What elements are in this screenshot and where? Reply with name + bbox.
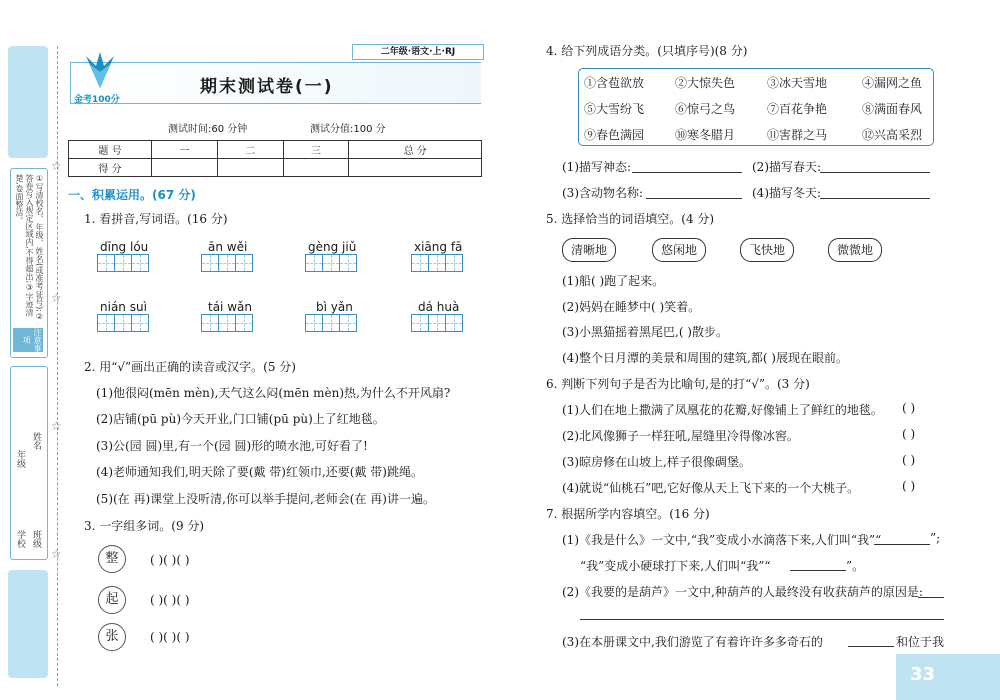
grid-cell[interactable] xyxy=(322,254,340,272)
test-score: 测试分值:100 分 xyxy=(310,124,386,135)
answer-line[interactable] xyxy=(874,544,930,545)
grid-cell[interactable] xyxy=(411,254,429,272)
question-2: 2. 用“√”画出正确的读音或汉字。(5 分) xyxy=(84,360,296,374)
star-icon: ☆ xyxy=(51,419,62,433)
char-flower: 起 xyxy=(98,586,126,614)
grade-tag: 二年级·语文·上·RJ xyxy=(352,44,484,60)
answer-line[interactable] xyxy=(580,619,944,620)
score-cell[interactable] xyxy=(349,159,482,177)
question-7: 7. 根据所学内容填空。(16 分) xyxy=(546,507,710,521)
q7-item: “我”变成小硬球打下来,人们叫“我”“ xyxy=(580,559,771,573)
writing-grid[interactable] xyxy=(201,254,252,272)
score-header: 二 xyxy=(217,141,283,159)
q7-item: (3)在本册课文中,我们游览了有着许许多多奇石的 xyxy=(562,635,823,649)
section-heading: 一、积累运用。(67 分) xyxy=(68,188,196,202)
q4-item: (2)描写春天: xyxy=(752,160,822,174)
grid-cell[interactable] xyxy=(114,314,132,332)
idiom-item: ⑪害群之马 xyxy=(767,128,828,142)
pinyin-label: dīng lóu xyxy=(100,240,149,254)
judge-bracket[interactable]: ( ) xyxy=(902,427,916,441)
score-header: 三 xyxy=(283,141,349,159)
q5-item: (2)妈妈在睡梦中( )笑着。 xyxy=(562,300,701,314)
word-choice[interactable]: 微微地 xyxy=(828,238,882,262)
question-3: 3. 一字组多词。(9 分) xyxy=(84,519,205,533)
word-choice[interactable]: 飞快地 xyxy=(740,238,794,262)
idiom-item: ⑧满面春风 xyxy=(862,102,923,116)
grid-cell[interactable] xyxy=(339,254,357,272)
pinyin-label: nián suì xyxy=(100,300,147,314)
page-title: 期末测试卷(一) xyxy=(200,77,334,97)
answer-line[interactable] xyxy=(848,646,894,647)
score-cell[interactable] xyxy=(283,159,349,177)
question-1: 1. 看拼音,写词语。(16 分) xyxy=(84,212,228,226)
q5-item: (4)整个日月潭的美景和周围的建筑,都( )展现在眼前。 xyxy=(562,351,848,365)
grid-cell[interactable] xyxy=(235,254,253,272)
idiom-item: ⑫兴高采烈 xyxy=(862,128,923,142)
logo-icon xyxy=(80,48,120,92)
star-icon: ☆ xyxy=(51,159,62,173)
grid-cell[interactable] xyxy=(445,254,463,272)
question-4: 4. 给下列成语分类。(只填序号)(8 分) xyxy=(546,44,748,58)
judge-bracket[interactable]: ( ) xyxy=(902,453,916,467)
idiom-item: ⑦百花争艳 xyxy=(767,102,828,116)
score-header: 总 分 xyxy=(349,141,482,159)
pinyin-label: xiāng fā xyxy=(414,240,463,254)
grid-cell[interactable] xyxy=(339,314,357,332)
q2-item: (4)老师通知我们,明天除了要(戴 带)红领巾,还要(戴 带)跳绳。 xyxy=(96,465,423,479)
idiom-item: ④漏网之鱼 xyxy=(862,76,923,90)
q7-item-end: ”。 xyxy=(846,559,865,573)
grid-cell[interactable] xyxy=(201,254,219,272)
q6-item: (4)就说“仙桃石”吧,它好像从天上飞下来的一个大桃子。 xyxy=(562,481,860,495)
writing-grid[interactable] xyxy=(305,254,356,272)
score-row-label: 得 分 xyxy=(69,159,152,177)
star-icon: ☆ xyxy=(51,291,62,305)
idiom-item: ③冰天雪地 xyxy=(767,76,828,90)
grid-cell[interactable] xyxy=(322,314,340,332)
q6-item: (2)北风像狮子一样狂吼,屋缝里冷得像冰窖。 xyxy=(562,429,799,443)
grid-cell[interactable] xyxy=(97,254,115,272)
grid-cell[interactable] xyxy=(428,314,446,332)
char-flower: 张 xyxy=(98,623,126,651)
pinyin-label: bì yǎn xyxy=(316,300,353,314)
grid-cell[interactable] xyxy=(305,314,323,332)
writing-grid[interactable] xyxy=(305,314,356,332)
question-6: 6. 判断下列句子是否为比喻句,是的打“√”。(3 分) xyxy=(546,377,810,391)
q4-item: (4)描写冬天: xyxy=(752,186,822,200)
score-header: 一 xyxy=(152,141,218,159)
q4-item: (1)描写神态: xyxy=(562,160,632,174)
pinyin-label: ān wěi xyxy=(208,240,248,254)
cut-line xyxy=(57,46,58,686)
grade-label: 年级 xyxy=(15,450,25,468)
q2-item: (1)他很闷(mēn mèn),天气这么闷(mēn mèn)热,为什么不开风扇? xyxy=(96,386,451,400)
pinyin-label: dá huà xyxy=(418,300,460,314)
q5-item: (3)小黑猫摇着黑尾巴,( )散步。 xyxy=(562,325,728,339)
word-blanks[interactable]: ( )( )( ) xyxy=(150,593,190,607)
star-icon: ☆ xyxy=(51,547,62,561)
notes-tag: 注意事项 xyxy=(13,328,43,352)
writing-grid[interactable] xyxy=(97,314,148,332)
grid-cell[interactable] xyxy=(445,314,463,332)
q7-item: (2)《我要的是葫芦》一文中,种葫芦的人最终没有收获葫芦的原因是: xyxy=(562,585,923,599)
writing-grid[interactable] xyxy=(411,314,462,332)
idiom-item: ⑤大雪纷飞 xyxy=(584,102,645,116)
q4-item: (3)含动物名称: xyxy=(562,186,644,200)
grid-cell[interactable] xyxy=(411,314,429,332)
word-blanks[interactable]: ( )( )( ) xyxy=(150,553,190,567)
grid-cell[interactable] xyxy=(235,314,253,332)
q2-item: (2)店铺(pū pù)今天开业,门口铺(pū pù)上了红地毯。 xyxy=(96,412,385,426)
grid-cell[interactable] xyxy=(131,314,149,332)
idiom-item: ②大惊失色 xyxy=(675,76,736,90)
answer-line[interactable] xyxy=(918,597,944,598)
writing-grid[interactable] xyxy=(201,314,252,332)
idiom-item: ⑩寒冬腊月 xyxy=(675,128,736,142)
grid-cell[interactable] xyxy=(201,314,219,332)
answer-line[interactable] xyxy=(820,172,930,173)
q6-item: (1)人们在地上撒满了凤凰花的花瓣,好像铺上了鲜红的地毯。 xyxy=(562,403,883,417)
logo-text: 金考100分 xyxy=(74,95,120,105)
test-time: 测试时间:60 分钟 xyxy=(168,124,248,135)
q7-item-end: 和位于我 xyxy=(896,635,945,649)
idiom-item: ⑨春色满园 xyxy=(584,128,645,142)
notes-text: ①写清校名、年级、姓名(或准考证号);②答卷写入规定区域内,不得超出;③字迹清楚,卷面整洁。 xyxy=(15,174,44,321)
page-number-tab xyxy=(896,654,1000,700)
grid-cell[interactable] xyxy=(131,254,149,272)
char-flower: 整 xyxy=(98,545,126,573)
score-table xyxy=(68,140,482,177)
q7-item: (1)《我是什么》一文中,“我”变成小水滴落下来,人们叫“我”“ xyxy=(562,533,882,547)
answer-line[interactable] xyxy=(632,172,742,173)
name-label: 姓名 xyxy=(31,432,41,450)
grid-cell[interactable] xyxy=(97,314,115,332)
score-cell[interactable] xyxy=(152,159,218,177)
grid-cell[interactable] xyxy=(114,254,132,272)
word-blanks[interactable]: ( )( )( ) xyxy=(150,630,190,644)
score-cell[interactable] xyxy=(217,159,283,177)
word-choice[interactable]: 悠闲地 xyxy=(652,238,706,262)
q6-item: (3)晾房修在山坡上,样子很像碉堡。 xyxy=(562,455,751,469)
pinyin-label: tái wǎn xyxy=(208,300,252,314)
page-number: 33 xyxy=(910,664,936,685)
answer-line[interactable] xyxy=(790,570,846,571)
school-label: 学校 xyxy=(15,530,25,548)
question-5: 5. 选择恰当的词语填空。(4 分) xyxy=(546,212,715,226)
judge-bracket[interactable]: ( ) xyxy=(902,401,916,415)
grid-cell[interactable] xyxy=(218,254,236,272)
pinyin-label: gèng jiǔ xyxy=(308,240,357,254)
grid-cell[interactable] xyxy=(428,254,446,272)
q2-item: (3)公(园 圆)里,有一个(园 圆)形的喷水池,可好看了! xyxy=(96,439,368,453)
binding-tab-bottom xyxy=(8,570,48,678)
q2-item: (5)(在 再)课堂上没听清,你可以举手提问,老师会(在 再)讲一遍。 xyxy=(96,492,435,506)
class-label: 班级 xyxy=(31,530,41,548)
q7-item-end: ”; xyxy=(930,531,941,545)
binding-tab-top xyxy=(8,46,48,158)
answer-line[interactable] xyxy=(820,198,930,199)
judge-bracket[interactable]: ( ) xyxy=(902,479,916,493)
writing-grid[interactable] xyxy=(97,254,148,272)
word-choice[interactable]: 清晰地 xyxy=(562,238,616,262)
grid-cell[interactable] xyxy=(305,254,323,272)
grid-cell[interactable] xyxy=(218,314,236,332)
score-header: 题 号 xyxy=(69,141,152,159)
answer-line[interactable] xyxy=(646,198,742,199)
q5-item: (1)船( )跑了起来。 xyxy=(562,274,665,288)
idiom-item: ①含苞欲放 xyxy=(584,76,645,90)
writing-grid[interactable] xyxy=(411,254,462,272)
idiom-item: ⑥惊弓之鸟 xyxy=(675,102,736,116)
